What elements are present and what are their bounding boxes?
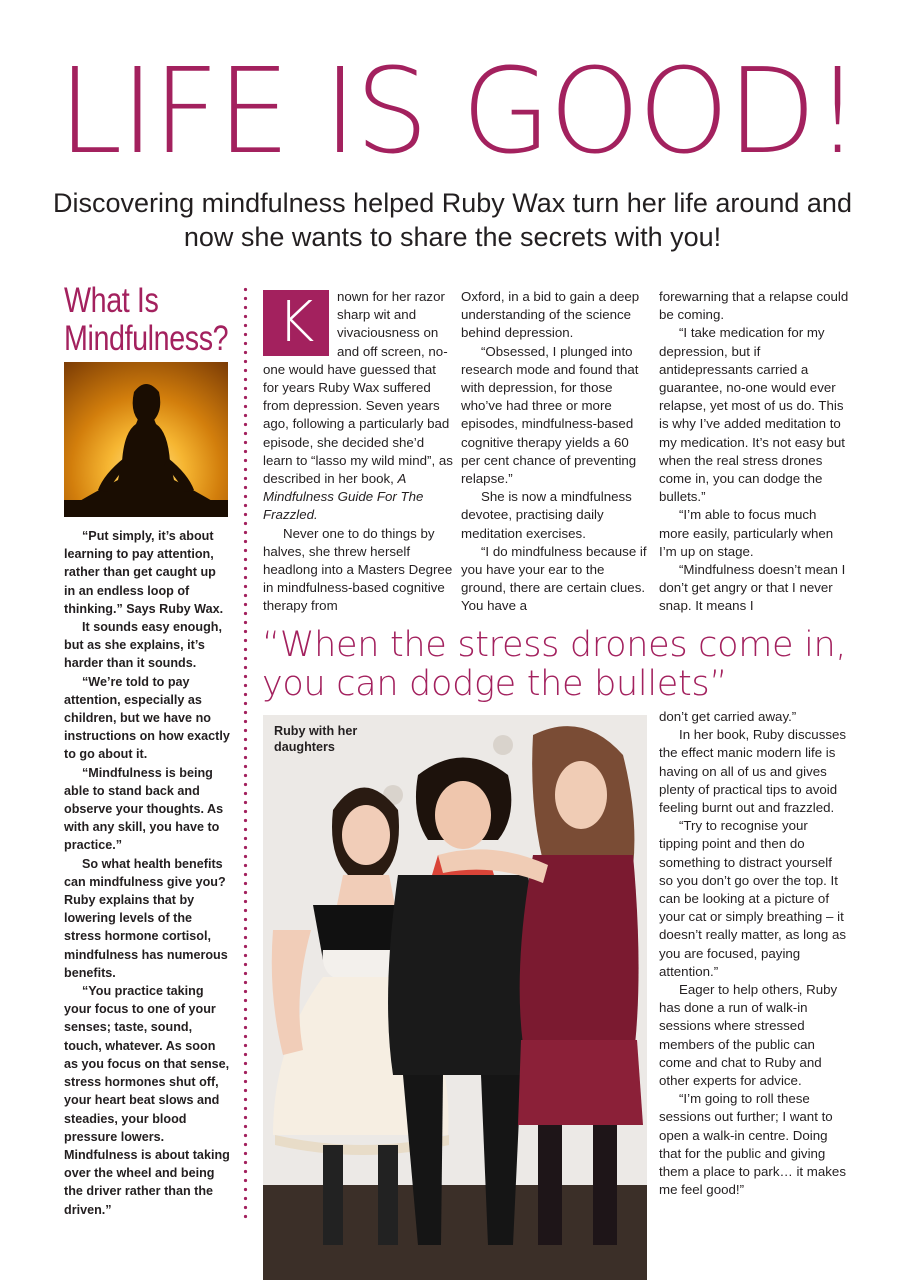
sidebar-paragraph: “Put simply, it’s about learning to pay attention, rather than get caught up in an endless loop of thinking.” Says Ruby Wax.	[64, 529, 224, 616]
article-paragraph: “Obsessed, I plunged into research mode and found that with depression, for those who’ve had three or more episodes, mindfulness-based cognitive therapy yields a 60 per cent chance of preventing relapse.”	[461, 343, 639, 487]
article-paragraph: “Try to recognise your tipping point and then do something to distract yourself so you don’t go over the top. It can be looking at a picture of your cat or simply breathing – it doesn’t really matter, as long as you are focused, paying attention.”	[659, 818, 846, 979]
article-paragraph: “I’m going to roll these sessions out further; I want to open a walk-in centre. Doing that for the public and giving them a place to park… it makes me feel good!”	[659, 1091, 846, 1198]
sidebar-body	[64, 527, 230, 1219]
ruby-wax-daughters-photo	[263, 715, 647, 1280]
article-paragraph: Oxford, in a bid to gain a deep understanding of the science behind depression.	[461, 289, 640, 341]
sidebar-paragraph: So what health benefits can mindfulness give you? Ruby explains that by lowering levels of the stress hormone cortisol, mindfulness has numerous benefits.	[64, 856, 228, 980]
sidebar-paragraph: It sounds easy enough, but as she explains, it’s harder than it sounds.	[64, 620, 222, 671]
article-paragraph: forewarning that a relapse could be coming.	[659, 289, 849, 323]
article-paragraph: “I do mindfulness because if you have your ear to the ground, there are certain clues. You have a	[461, 543, 647, 614]
article-column-2	[461, 288, 651, 616]
sidebar-paragraph: “We’re told to pay attention, especially as children, but we have no instructions on how exactly to go about it.	[64, 674, 230, 762]
article-paragraph: “I take medication for my depression, but if antidepressants carried a guarantee, no-one would ever relapse, yet most of us do. This is why I’ve added meditation to my medication. It’s not easy but when the real stress drones come in, you can dodge the bullets.”	[659, 325, 846, 505]
article-text: nown for her razor sharp wit and vivaciousness on and off screen, no-one would have guessed that for years Ruby Wax suffered from depression. Seven years ago, following a particularly bad episode, she decided she’d learn to “lasso my wild mind”, as described in her book,	[263, 289, 453, 487]
article-paragraph: don’t get carried away.”	[659, 709, 797, 724]
meditation-silhouette-image	[64, 362, 228, 517]
article-column-3	[659, 288, 849, 616]
pull-quote: “When the stress drones come in, you can dodge the bullets”	[262, 625, 847, 704]
book-title: A Mindfulness Guide For The Frazzled.	[263, 471, 424, 523]
article-paragraph: “I’m able to focus much more easily, particularly when I’m up on stage.	[659, 507, 834, 559]
article-paragraph: In her book, Ruby discusses the effect manic modern life is having on all of us and gives plenty of practical tips to avoid feeling burnt out and frazzled.	[659, 727, 847, 816]
article-paragraph: “Mindfulness doesn’t mean I don’t get angry or that I never snap. It means I	[659, 562, 846, 614]
standfirst: Discovering mindfulness helped Ruby Wax turn her life around and now she wants to share the secrets with you!	[53, 188, 852, 252]
sidebar-title: What Is Mindfulness?	[64, 281, 229, 358]
article-column-1	[263, 288, 453, 616]
photo-caption: Ruby with her daughters	[274, 724, 358, 754]
article-paragraph: She is now a mindfulness devotee, practising daily meditation exercises.	[461, 489, 632, 541]
headline: LIFE IS GOOD!	[58, 42, 859, 180]
article-paragraph: Eager to help others, Ruby has done a run of walk-in sessions where stressed members of the public can come and chat to Ruby and other experts for advice.	[659, 982, 838, 1089]
sidebar-paragraph: “Mindfulness is being able to stand back and observe your thoughts. As with any skill, you have to practice.”	[64, 765, 224, 853]
article-paragraph: Never one to do things by halves, she threw herself headlong into a Masters Degree in mindfulness-based cognitive therapy from	[263, 525, 453, 614]
article-column-3-continued	[659, 708, 849, 1199]
sidebar-paragraph: “You practice taking your focus to one of your senses; taste, sound, touch, whatever. As soon as you focus on that sense, stress hormones shut off, your heart beat slows and steadies, your blood pressure lowers. Mindfulness is about taking over the wheel and being the driver rather than the driven.”	[64, 984, 230, 1217]
drop-cap: K	[263, 290, 329, 356]
dotted-divider	[243, 285, 248, 1220]
